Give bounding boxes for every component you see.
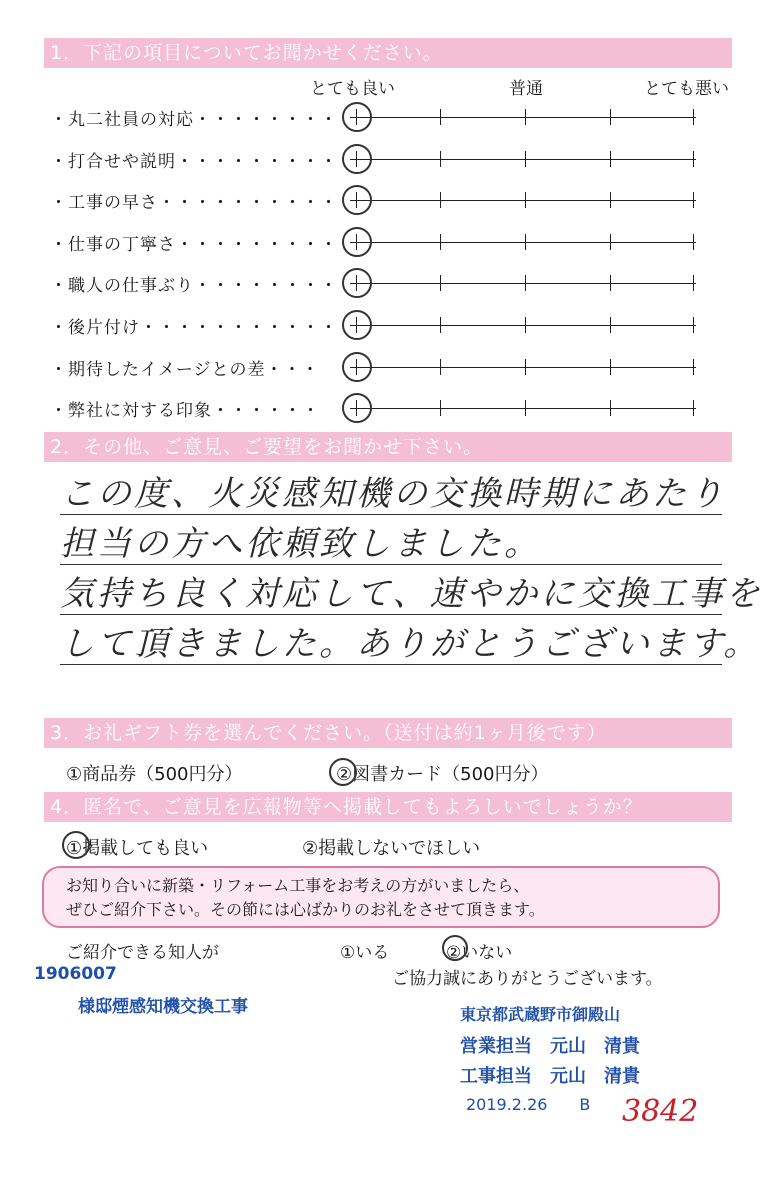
question-label: ・丸二社員の対応・・・・・・・・ — [50, 110, 338, 130]
rating-tick-3[interactable] — [525, 275, 526, 291]
section2-header: 2．その他、ご意見、ご要望をお聞かせ下さい。 — [44, 432, 732, 462]
rating-selection-circle — [342, 352, 372, 382]
rating-tick-2[interactable] — [440, 151, 441, 167]
rating-scale-line — [350, 325, 696, 326]
rating-selection-circle — [342, 393, 372, 423]
question-label: ・職人の仕事ぶり・・・・・・・・ — [50, 276, 338, 296]
rating-selection-circle — [342, 144, 372, 174]
rating-tick-3[interactable] — [525, 400, 526, 416]
gift-option-2[interactable]: ②図書カード（500円分） — [336, 764, 549, 785]
notice-line-1: お知り合いに新築・リフォーム工事をお考えの方がいましたら、 — [66, 876, 530, 895]
rating-tick-5[interactable] — [693, 192, 694, 208]
section3-header: 3．お礼ギフト券を選んでください。（送付は約1ヶ月後です） — [44, 718, 732, 748]
referral-notice — [42, 866, 720, 928]
rating-scale-line — [350, 408, 696, 409]
rating-selection-circle — [342, 185, 372, 215]
section4-header: 4．匿名で、ご意見を広報物等へ掲載してもよろしいでしょうか？ — [44, 792, 732, 822]
rating-tick-3[interactable] — [525, 109, 526, 125]
question-label: ・工事の早さ・・・・・・・・・・ — [50, 193, 338, 213]
question-label: ・弊社に対する印象・・・・・・ — [50, 401, 320, 421]
comment-line-2: 担当の方へ依頼致しました。 — [60, 524, 541, 564]
notice-line-2: ぜひご紹介下さい。その節には心ばかりのお礼をさせて頂きます。 — [66, 900, 545, 919]
rating-tick-3[interactable] — [525, 317, 526, 333]
rating-selection-circle — [342, 310, 372, 340]
rating-tick-2[interactable] — [440, 109, 441, 125]
referral-selection-circle — [442, 935, 468, 961]
rating-tick-2[interactable] — [440, 234, 441, 250]
rating-tick-4[interactable] — [610, 109, 611, 125]
rating-tick-2[interactable] — [440, 317, 441, 333]
comment-rule — [60, 514, 722, 515]
comment-rule — [60, 664, 722, 665]
rating-scale-line — [350, 159, 696, 160]
rating-tick-2[interactable] — [440, 359, 441, 375]
date-code: 2019.2.26 B — [466, 1095, 591, 1114]
comment-line-4: して頂きました。ありがとうございます。 — [60, 624, 761, 664]
scale-bad-label: とても悪い — [644, 79, 729, 99]
rating-tick-4[interactable] — [610, 275, 611, 291]
construction-rep: 工事担当 元山 清貴 — [460, 1066, 640, 1087]
rating-selection-circle — [342, 102, 372, 132]
comment-rule — [60, 564, 722, 565]
scale-good-label: とても良い — [310, 79, 395, 99]
question-label: ・仕事の丁寧さ・・・・・・・・・ — [50, 235, 338, 255]
rating-tick-4[interactable] — [610, 359, 611, 375]
customer-code: 1906007 — [34, 964, 117, 984]
referral-option-1[interactable]: ①いる — [340, 943, 390, 963]
question-label: ・期待したイメージとの差・・・ — [50, 360, 320, 380]
rating-tick-5[interactable] — [693, 317, 694, 333]
rating-tick-4[interactable] — [610, 234, 611, 250]
rating-tick-5[interactable] — [693, 151, 694, 167]
referral-option-2[interactable]: ②いない — [446, 943, 513, 963]
rating-tick-2[interactable] — [440, 275, 441, 291]
publish-selection-circle — [62, 831, 90, 859]
rating-tick-2[interactable] — [440, 400, 441, 416]
sales-rep: 営業担当 元山 清貴 — [460, 1036, 640, 1057]
question-label: ・打合せや説明・・・・・・・・・ — [50, 152, 338, 172]
referral-label: ご紹介できる知人が — [66, 943, 219, 963]
section1-header: 1．下記の項目についてお聞かせください。 — [44, 38, 732, 68]
company-address: 東京都武蔵野市御殿山 — [460, 1005, 621, 1024]
rating-tick-4[interactable] — [610, 400, 611, 416]
gift-selection-circle — [329, 758, 357, 786]
rating-tick-3[interactable] — [525, 234, 526, 250]
publish-option-1[interactable]: ①掲載しても良い — [66, 838, 209, 859]
rating-tick-5[interactable] — [693, 275, 694, 291]
question-label: ・後片付け・・・・・・・・・・・ — [50, 318, 338, 338]
rating-tick-2[interactable] — [440, 192, 441, 208]
comment-rule — [60, 614, 722, 615]
gift-option-1[interactable]: ①商品券（500円分） — [66, 764, 243, 785]
rating-scale-line — [350, 117, 696, 118]
rating-tick-3[interactable] — [525, 192, 526, 208]
rating-tick-5[interactable] — [693, 400, 694, 416]
rating-tick-5[interactable] — [693, 109, 694, 125]
rating-scale-line — [350, 242, 696, 243]
comment-line-1: この度、火災感知機の交換時期にあたり — [60, 474, 726, 514]
scale-normal-label: 普通 — [509, 79, 543, 99]
rating-selection-circle — [342, 227, 372, 257]
rating-scale-line — [350, 283, 696, 284]
rating-selection-circle — [342, 268, 372, 298]
rating-tick-3[interactable] — [525, 359, 526, 375]
rating-tick-4[interactable] — [610, 192, 611, 208]
rating-tick-4[interactable] — [610, 151, 611, 167]
rating-scale-line — [350, 367, 696, 368]
rating-scale-line — [350, 200, 696, 201]
publish-option-2[interactable]: ②掲載しないでほしい — [302, 838, 481, 859]
comment-line-3: 気持ち良く対応して、速やかに交換工事を — [60, 574, 763, 614]
rating-tick-4[interactable] — [610, 317, 611, 333]
thanks-text: ご協力誠にありがとうございます。 — [392, 969, 663, 989]
rating-tick-5[interactable] — [693, 359, 694, 375]
rating-tick-3[interactable] — [525, 151, 526, 167]
job-title: 様邸煙感知機交換工事 — [78, 997, 248, 1017]
handwritten-number: 3842 — [622, 1094, 699, 1129]
rating-tick-5[interactable] — [693, 234, 694, 250]
